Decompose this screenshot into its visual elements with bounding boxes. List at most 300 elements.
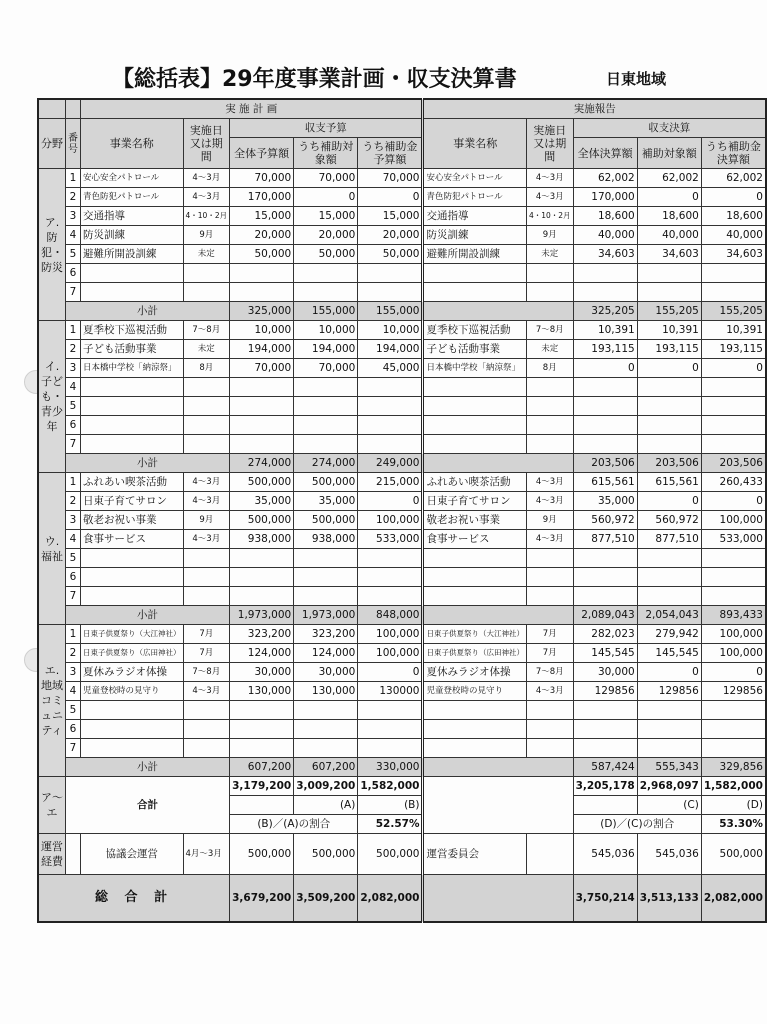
plan-item-name <box>81 587 184 606</box>
subtotal-sub-target: 607,200 <box>294 758 358 777</box>
report-item-name: 日東子供夏祭り（大江神社） <box>423 625 527 644</box>
report-sub-target: 129856 <box>637 682 701 701</box>
plan-sub-budget: 100,000 <box>358 511 423 530</box>
report-sub-actual <box>701 378 766 397</box>
report-sub-target <box>637 701 701 720</box>
plan-period: 9月 <box>183 226 230 245</box>
plan-total-budget: 50,000 <box>230 245 294 264</box>
report-item-name: 日東子育てサロン <box>423 492 527 511</box>
plan-sub-target: 15,000 <box>294 207 358 226</box>
plan-period <box>183 701 230 720</box>
budget-header: 収支予算 <box>230 119 423 138</box>
report-sub-target: 34,603 <box>637 245 701 264</box>
subtotal-sub-actual: 155,205 <box>701 302 766 321</box>
report-item-name <box>423 264 527 283</box>
subtotal-total-budget: 607,200 <box>230 758 294 777</box>
subtotal-row <box>38 606 766 625</box>
plan-sub-budget: 70,000 <box>358 169 423 188</box>
report-sub-target: 560,972 <box>637 511 701 530</box>
plan-item-name: 避難所開設訓練 <box>81 245 184 264</box>
plan-total-budget: 10,000 <box>230 321 294 340</box>
report-total-actual: 34,603 <box>573 245 637 264</box>
row-number: 4 <box>66 682 81 701</box>
subtotal-row <box>38 302 766 321</box>
operating-row <box>38 834 766 875</box>
plan-sub-target: 194,000 <box>294 340 358 359</box>
plan-total-budget <box>230 720 294 739</box>
report-sub-actual <box>701 568 766 587</box>
report-item-name: 日東子供夏祭り（広田神社） <box>423 644 527 663</box>
report-period <box>526 568 573 587</box>
plan-item-name: 青色防犯パトロール <box>81 188 184 207</box>
plan-sub-budget: 533,000 <box>358 530 423 549</box>
report-total-actual <box>573 739 637 758</box>
plan-sub-budget <box>358 397 423 416</box>
subtotal-row <box>38 758 766 777</box>
plan-period <box>183 435 230 454</box>
row-number: 6 <box>66 416 81 435</box>
plan-item-name: 夏休みラジオ体操 <box>81 663 184 682</box>
row-number: 5 <box>66 245 81 264</box>
report-sub-target <box>637 739 701 758</box>
plan-sub-target <box>294 739 358 758</box>
report-sub-actual: 62,002 <box>701 169 766 188</box>
table-row <box>38 226 766 245</box>
report-sub-target: 193,115 <box>637 340 701 359</box>
row-number: 6 <box>66 720 81 739</box>
document-title: 【総括表】29年度事業計画・収支決算書 <box>112 67 517 92</box>
row-number: 7 <box>66 739 81 758</box>
plan-total-budget <box>230 435 294 454</box>
report-sub-actual <box>701 397 766 416</box>
report-total-actual <box>573 283 637 302</box>
report-period <box>526 397 573 416</box>
table-row <box>38 473 766 492</box>
plan-item-name: 敬老お祝い事業 <box>81 511 184 530</box>
report-item-name: 食事サービス <box>423 530 527 549</box>
table-row <box>38 663 766 682</box>
plan-total-budget: 938,000 <box>230 530 294 549</box>
plan-total-budget: 130,000 <box>230 682 294 701</box>
report-period <box>526 701 573 720</box>
operating-report-name: 運営委員会 <box>423 834 527 875</box>
plan-total-budget <box>230 739 294 758</box>
plan-period <box>183 264 230 283</box>
plan-period: 7月 <box>183 644 230 663</box>
report-item-name: 夏季校下巡視活動 <box>423 321 527 340</box>
plan-item-name <box>81 701 184 720</box>
report-item-name: 敬老お祝い事業 <box>423 511 527 530</box>
plan-item-name <box>81 739 184 758</box>
report-period: 4～3月 <box>526 682 573 701</box>
report-sub-actual: 260,433 <box>701 473 766 492</box>
operating-sub-target-actual: 545,036 <box>637 834 701 875</box>
plan-item-name: 子ども活動事業 <box>81 340 184 359</box>
plan-sub-budget <box>358 549 423 568</box>
report-total-actual <box>573 397 637 416</box>
plan-total-budget <box>230 397 294 416</box>
plan-total-budget: 70,000 <box>230 169 294 188</box>
report-sub-actual: 193,115 <box>701 340 766 359</box>
report-period: 4～3月 <box>526 530 573 549</box>
report-period <box>526 435 573 454</box>
report-period: 4・10・2月 <box>526 207 573 226</box>
report-sub-actual <box>701 701 766 720</box>
plan-sub-budget: 215,000 <box>358 473 423 492</box>
report-item-name <box>423 397 527 416</box>
report-period: 7月 <box>526 625 573 644</box>
plan-total-budget <box>230 264 294 283</box>
field-header: 分野 <box>38 119 66 169</box>
report-sub-actual: 0 <box>701 492 766 511</box>
report-sub-target: 0 <box>637 359 701 378</box>
plan-total-budget <box>230 283 294 302</box>
category-label: ア.防犯・防災 <box>38 169 66 321</box>
row-number: 4 <box>66 226 81 245</box>
plan-item-name: 夏季校下巡視活動 <box>81 321 184 340</box>
plan-sub-target: 10,000 <box>294 321 358 340</box>
table-row <box>38 416 766 435</box>
table-row <box>38 739 766 758</box>
report-sub-actual: 0 <box>701 663 766 682</box>
row-number: 2 <box>66 492 81 511</box>
grand-total-label: 総 合 計 <box>38 875 230 923</box>
report-period: 9月 <box>526 226 573 245</box>
report-item-name: 安心安全パトロール <box>423 169 527 188</box>
plan-period: 4～3月 <box>183 530 230 549</box>
report-period: 4～3月 <box>526 492 573 511</box>
operating-budget: 500,000 <box>230 834 294 875</box>
plan-sub-budget: 0 <box>358 663 423 682</box>
table-row <box>38 511 766 530</box>
plan-total-budget <box>230 568 294 587</box>
report-item-name <box>423 549 527 568</box>
report-sub-target: 615,561 <box>637 473 701 492</box>
plan-sub-budget <box>358 701 423 720</box>
plan-item-name: 食事サービス <box>81 530 184 549</box>
plan-sub-target <box>294 701 358 720</box>
blank-cell <box>423 875 573 923</box>
total-actual: 3,205,178 <box>573 777 637 796</box>
sub-budget-header: うち補助金予算額 <box>358 138 423 169</box>
row-number: 1 <box>66 473 81 492</box>
report-sub-actual: 10,391 <box>701 321 766 340</box>
table-row <box>38 682 766 701</box>
report-sub-actual: 18,600 <box>701 207 766 226</box>
total-row <box>38 777 766 796</box>
plan-item-name <box>81 435 184 454</box>
summary-table <box>37 98 767 923</box>
plan-period <box>183 568 230 587</box>
subtotal-sub-target: 155,000 <box>294 302 358 321</box>
plan-total-budget <box>230 416 294 435</box>
report-sub-target: 279,942 <box>637 625 701 644</box>
table-row <box>38 207 766 226</box>
plan-sub-target <box>294 568 358 587</box>
report-total-actual <box>573 435 637 454</box>
plan-period: 未定 <box>183 340 230 359</box>
table-row <box>38 568 766 587</box>
row-number: 5 <box>66 549 81 568</box>
plan-total-budget <box>230 549 294 568</box>
plan-sub-target <box>294 435 358 454</box>
plan-period: 4～3月 <box>183 473 230 492</box>
plan-total-budget: 323,200 <box>230 625 294 644</box>
report-total-actual: 170,000 <box>573 188 637 207</box>
ratio-label: (B)／(A)の割合 <box>230 815 358 834</box>
plan-sub-target: 30,000 <box>294 663 358 682</box>
report-period-header: 実施日又は期間 <box>526 119 573 169</box>
report-name-header: 事業名称 <box>423 119 527 169</box>
plan-sub-budget <box>358 416 423 435</box>
subtotal-sub-actual: 329,856 <box>701 758 766 777</box>
report-item-name <box>423 435 527 454</box>
total-budget: 3,179,200 <box>230 777 294 796</box>
table-row <box>38 644 766 663</box>
report-total-actual <box>573 701 637 720</box>
mark-a: (A) <box>294 796 358 815</box>
report-total-actual <box>573 568 637 587</box>
report-item-name <box>423 283 527 302</box>
report-sub-target: 40,000 <box>637 226 701 245</box>
row-number: 3 <box>66 511 81 530</box>
plan-sub-budget <box>358 378 423 397</box>
subtotal-sub-target-actual: 555,343 <box>637 758 701 777</box>
report-item-name <box>423 701 527 720</box>
plan-item-name: 日東子供夏祭り（広田神社） <box>81 644 184 663</box>
plan-total-budget: 30,000 <box>230 663 294 682</box>
grand-total-sub-target: 3,509,200 <box>294 875 358 923</box>
total-budget-header: 全体予算額 <box>230 138 294 169</box>
operating-period: 4月～3月 <box>183 834 230 875</box>
report-period <box>526 587 573 606</box>
plan-header: 実 施 計 画 <box>81 99 423 119</box>
plan-sub-budget <box>358 739 423 758</box>
total-actual-header: 全体決算額 <box>573 138 637 169</box>
table-row <box>38 283 766 302</box>
report-total-actual: 560,972 <box>573 511 637 530</box>
report-sub-target <box>637 378 701 397</box>
plan-period <box>183 378 230 397</box>
subtotal-label: 小計 <box>66 758 230 777</box>
subtotal-sub-budget: 848,000 <box>358 606 423 625</box>
plan-period <box>183 416 230 435</box>
subtotal-sub-budget: 155,000 <box>358 302 423 321</box>
plan-sub-budget: 100,000 <box>358 644 423 663</box>
report-sub-target: 145,545 <box>637 644 701 663</box>
region-label: 日東地域 <box>606 70 667 88</box>
report-period <box>526 739 573 758</box>
table-row <box>38 340 766 359</box>
report-sub-actual <box>701 720 766 739</box>
table-row <box>38 264 766 283</box>
report-period: 未定 <box>526 340 573 359</box>
report-sub-target: 18,600 <box>637 207 701 226</box>
plan-item-name: ふれあい喫茶活動 <box>81 473 184 492</box>
operating-name: 協議会運営 <box>81 834 184 875</box>
row-number: 6 <box>66 568 81 587</box>
plan-sub-target: 938,000 <box>294 530 358 549</box>
table-row <box>38 549 766 568</box>
table-row <box>38 530 766 549</box>
plan-sub-target: 20,000 <box>294 226 358 245</box>
blank-cell <box>526 834 573 875</box>
table-row <box>38 321 766 340</box>
subtotal-total-actual: 325,205 <box>573 302 637 321</box>
table-row <box>38 169 766 188</box>
report-sub-target: 10,391 <box>637 321 701 340</box>
ratio2-label: (D)／(C)の割合 <box>573 815 701 834</box>
report-sub-actual: 100,000 <box>701 511 766 530</box>
plan-item-name: 防災訓練 <box>81 226 184 245</box>
plan-total-budget <box>230 378 294 397</box>
plan-period: 7～8月 <box>183 663 230 682</box>
plan-item-name: 児童登校時の見守り <box>81 682 184 701</box>
plan-period: 未定 <box>183 245 230 264</box>
sub-target-header: うち補助対象額 <box>294 138 358 169</box>
plan-sub-budget <box>358 720 423 739</box>
plan-total-budget: 170,000 <box>230 188 294 207</box>
plan-item-name <box>81 283 184 302</box>
total-label: 合計 <box>66 777 230 834</box>
plan-sub-budget: 45,000 <box>358 359 423 378</box>
row-number: 7 <box>66 283 81 302</box>
plan-period <box>183 549 230 568</box>
report-item-name: ふれあい喫茶活動 <box>423 473 527 492</box>
total-sub-actual: 1,582,000 <box>701 777 766 796</box>
report-sub-target: 62,002 <box>637 169 701 188</box>
report-sub-actual <box>701 435 766 454</box>
report-sub-actual <box>701 264 766 283</box>
report-period: 4～3月 <box>526 169 573 188</box>
subtotal-label: 小計 <box>66 302 230 321</box>
grand-total-sub-target-actual: 3,513,133 <box>637 875 701 923</box>
plan-item-name <box>81 264 184 283</box>
sub-target-actual-header: 補助対象額 <box>637 138 701 169</box>
report-sub-actual: 0 <box>701 188 766 207</box>
plan-total-budget: 20,000 <box>230 226 294 245</box>
row-number: 3 <box>66 359 81 378</box>
plan-item-name: 日東子供夏祭り（大江神社） <box>81 625 184 644</box>
report-total-actual: 0 <box>573 359 637 378</box>
ratio2-value: 53.30% <box>701 815 766 834</box>
subtotal-sub-target-actual: 2,054,043 <box>637 606 701 625</box>
plan-period <box>183 397 230 416</box>
report-period: 未定 <box>526 245 573 264</box>
plan-item-name <box>81 720 184 739</box>
mark-c: (C) <box>637 796 701 815</box>
plan-total-budget: 500,000 <box>230 473 294 492</box>
plan-total-budget <box>230 587 294 606</box>
plan-sub-target <box>294 378 358 397</box>
report-sub-target <box>637 435 701 454</box>
report-sub-actual: 34,603 <box>701 245 766 264</box>
subtotal-label: 小計 <box>66 606 230 625</box>
plan-sub-target: 323,200 <box>294 625 358 644</box>
sub-actual-header: うち補助金決算額 <box>701 138 766 169</box>
plan-period: 4～3月 <box>183 188 230 207</box>
plan-total-budget: 500,000 <box>230 511 294 530</box>
blank-cell <box>423 454 573 473</box>
plan-sub-budget: 50,000 <box>358 245 423 264</box>
subtotal-total-budget: 274,000 <box>230 454 294 473</box>
plan-period <box>183 587 230 606</box>
report-total-actual: 18,600 <box>573 207 637 226</box>
plan-sub-target: 500,000 <box>294 511 358 530</box>
plan-sub-budget: 10,000 <box>358 321 423 340</box>
subtotal-total-actual: 587,424 <box>573 758 637 777</box>
category-label: エ.地域コミュニティ <box>38 625 66 777</box>
report-total-actual: 30,000 <box>573 663 637 682</box>
report-sub-actual: 129856 <box>701 682 766 701</box>
subtotal-sub-budget: 249,000 <box>358 454 423 473</box>
plan-sub-target: 70,000 <box>294 359 358 378</box>
plan-sub-target: 50,000 <box>294 245 358 264</box>
plan-name-header: 事業名称 <box>81 119 184 169</box>
report-item-name <box>423 720 527 739</box>
operating-actual: 545,036 <box>573 834 637 875</box>
report-sub-target <box>637 720 701 739</box>
table-row <box>38 435 766 454</box>
grand-total-sub-budget: 2,082,000 <box>358 875 423 923</box>
no-header: 番号 <box>66 119 81 169</box>
report-sub-actual: 100,000 <box>701 644 766 663</box>
blank-cell <box>423 758 573 777</box>
plan-period: 9月 <box>183 511 230 530</box>
plan-sub-target <box>294 397 358 416</box>
plan-period <box>183 720 230 739</box>
report-sub-actual <box>701 283 766 302</box>
report-sub-target <box>637 416 701 435</box>
total-sub-target: 3,009,200 <box>294 777 358 796</box>
report-total-actual <box>573 264 637 283</box>
table-row <box>38 720 766 739</box>
row-number: 2 <box>66 340 81 359</box>
plan-period: 4～3月 <box>183 169 230 188</box>
report-period: 9月 <box>526 511 573 530</box>
table-row <box>38 397 766 416</box>
operating-sub-target: 500,000 <box>294 834 358 875</box>
plan-sub-budget <box>358 435 423 454</box>
report-item-name: 避難所開設訓練 <box>423 245 527 264</box>
report-period: 7～8月 <box>526 321 573 340</box>
row-number: 2 <box>66 644 81 663</box>
plan-item-name <box>81 549 184 568</box>
row-number: 3 <box>66 207 81 226</box>
report-item-name: 青色防犯パトロール <box>423 188 527 207</box>
plan-sub-target: 130,000 <box>294 682 358 701</box>
plan-total-budget: 194,000 <box>230 340 294 359</box>
report-period <box>526 720 573 739</box>
blank-cell <box>573 796 637 815</box>
subtotal-sub-target-actual: 203,506 <box>637 454 701 473</box>
mark-b: (B) <box>358 796 423 815</box>
report-total-actual: 615,561 <box>573 473 637 492</box>
grand-total-actual: 3,750,214 <box>573 875 637 923</box>
report-sub-actual: 0 <box>701 359 766 378</box>
blank-cell <box>423 606 573 625</box>
report-total-actual <box>573 378 637 397</box>
plan-total-budget: 124,000 <box>230 644 294 663</box>
mark-d: (D) <box>701 796 766 815</box>
plan-sub-target: 500,000 <box>294 473 358 492</box>
report-item-name: 夏休みラジオ体操 <box>423 663 527 682</box>
plan-sub-target: 70,000 <box>294 169 358 188</box>
operating-category: 運営経費 <box>38 834 66 875</box>
plan-item-name <box>81 397 184 416</box>
plan-sub-target <box>294 416 358 435</box>
report-item-name: 防災訓練 <box>423 226 527 245</box>
